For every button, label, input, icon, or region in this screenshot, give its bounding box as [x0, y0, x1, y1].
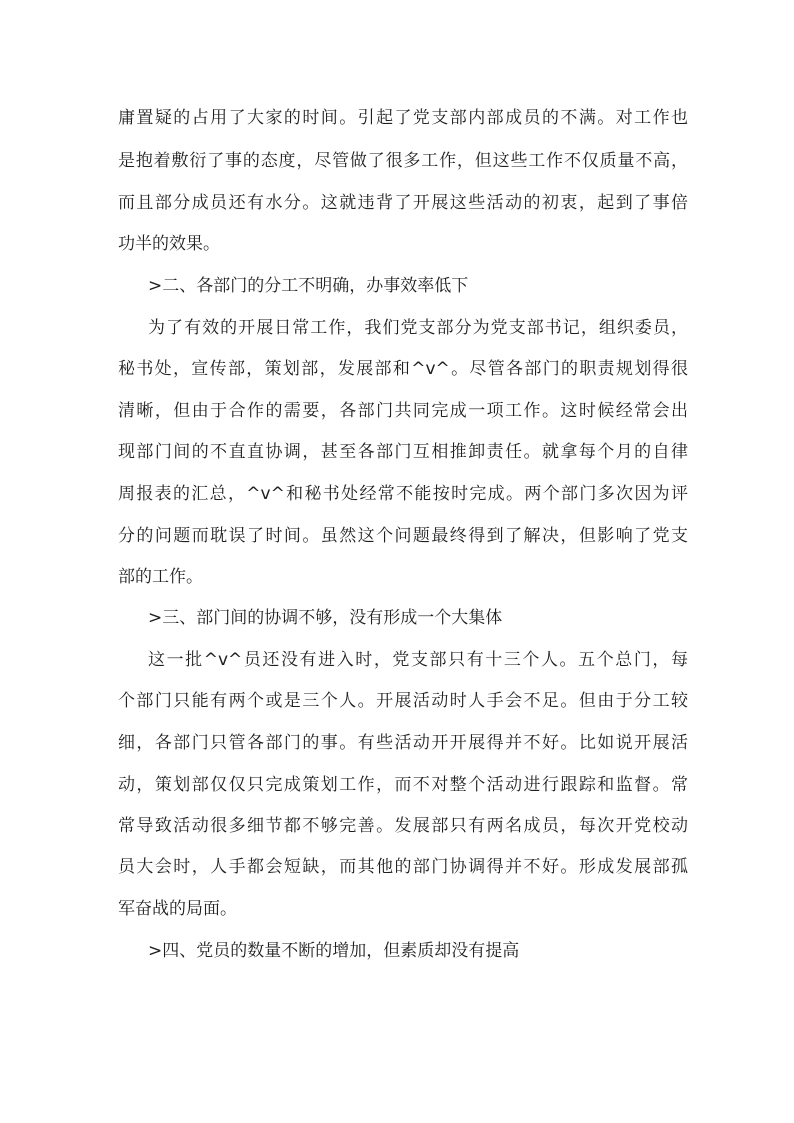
paragraph-3-line-5: 常导致活动很多细节都不够完善。发展部只有两名成员，每次开党校动 — [118, 816, 688, 836]
paragraph-2-line-2: 秘书处，宣传部，策划部，发展部和^v^。尽管各部门的职责规划得很 — [118, 359, 688, 379]
section-heading-4: >四、党员的数量不断的增加，但素质却没有提高 — [148, 941, 520, 961]
paragraph-3-line-6: 员大会时，人手都会短缺，而其他的部门协调得并不好。形成发展部孤 — [118, 857, 688, 877]
paragraph-2-line-4: 现部门间的不直直协调，甚至各部门互相推卸责任。就拿每个月的自律 — [118, 442, 688, 462]
paragraph-2-line-6: 分的问题而耽误了时间。虽然这个问题最终得到了解决，但影响了党支 — [118, 526, 688, 546]
paragraph-3-line-4: 动，策划部仅仅只完成策划工作，而不对整个活动进行跟踪和监督。常 — [118, 775, 688, 795]
paragraph-3-line-2: 个部门只能有两个或是三个人。开展活动时人手会不足。但由于分工较 — [118, 691, 688, 711]
paragraph-1-line-4: 功半的效果。 — [118, 234, 220, 254]
paragraph-2-line-3: 清晰，但由于合作的需要，各部门共同完成一项工作。这时候经常会出 — [118, 401, 688, 421]
paragraph-3-line-7: 军奋战的局面。 — [118, 899, 237, 919]
paragraph-2-line-1: 为了有效的开展日常工作，我们党支部分为党支部书记，组织委员， — [148, 318, 688, 338]
section-heading-2: >二、各部门的分工不明确，办事效率低下 — [148, 276, 469, 296]
paragraph-2-line-5: 周报表的汇总，^v^和秘书处经常不能按时完成。两个部门多次因为评 — [118, 484, 688, 504]
section-heading-3: >三、部门间的协调不够，没有形成一个大集体 — [148, 608, 503, 628]
paragraph-1-line-3: 而且部分成员还有水分。这就违背了开展这些活动的初衷，起到了事倍 — [118, 193, 688, 213]
paragraph-3-line-3: 细，各部门只管各部门的事。有些活动开开展得并不好。比如说开展活 — [118, 733, 688, 753]
paragraph-3-line-1: 这一批^v^员还没有进入时，党支部只有十三个人。五个总门，每 — [148, 650, 688, 670]
paragraph-2-line-7: 部的工作。 — [118, 567, 203, 587]
paragraph-1-line-2: 是抱着敷衍了事的态度，尽管做了很多工作，但这些工作不仅质量不高， — [118, 151, 688, 171]
paragraph-1-line-1: 庸置疑的占用了大家的时间。引起了党支部内部成员的不满。对工作也 — [118, 108, 688, 128]
